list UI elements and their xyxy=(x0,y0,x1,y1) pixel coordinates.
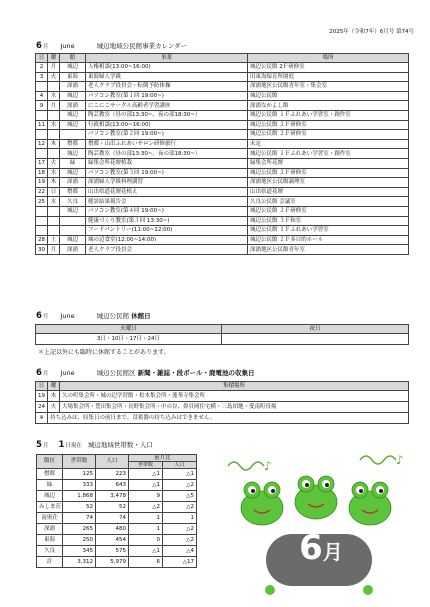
table-row xyxy=(36,63,409,73)
calendar-cell: 城辺公民館 ２Ｆ研修室 xyxy=(248,120,409,130)
calendar-cell: 火 xyxy=(48,158,60,168)
calendar-cell: 僧都 xyxy=(60,139,86,149)
calendar-cell: 老人クラブ役員会・転倒予防体操 xyxy=(86,82,248,92)
calendar-cell: 城辺公民館 ２Ｆ研修室 xyxy=(248,206,409,216)
calendar-cell: 城辺 xyxy=(60,235,86,245)
population-cell: 74 xyxy=(96,513,129,524)
closed-col-holiday: 祝日 xyxy=(222,325,409,334)
collect-month-unit: 月 xyxy=(42,371,49,377)
calendar-cell: 火 xyxy=(48,72,60,82)
population-cell: 52 xyxy=(96,502,129,513)
table-row xyxy=(36,110,409,120)
pop-col-area: 館区 xyxy=(37,455,63,469)
collect-footnote-mark: ※ xyxy=(36,413,48,424)
calendar-cell: 土 xyxy=(48,235,60,245)
closed-dates: 3日・10日・17日・24日 xyxy=(36,334,222,345)
population-cell: △1 xyxy=(129,546,163,557)
collect-cell: 24 xyxy=(36,402,48,413)
calendar-cell: 深浦 xyxy=(60,82,86,92)
pop-subcol-households: 世帯数 xyxy=(129,462,163,469)
population-cell: 城辺 xyxy=(37,491,63,502)
svg-text:♪: ♪ xyxy=(264,459,272,473)
collection-table xyxy=(35,381,409,424)
collect-cell: 大場集会所・豊田集会所・長野集会所・中の谷、鼻貝岡住宅横・三島団地・愛南町役場 xyxy=(60,402,409,413)
table-row xyxy=(37,469,197,480)
calendar-cell: 木 xyxy=(48,139,60,149)
population-cell: 575 xyxy=(96,546,129,557)
table-row xyxy=(37,557,197,568)
table-row xyxy=(36,130,409,140)
table-row xyxy=(36,149,409,159)
calendar-cell: 深浦地区公民館調理室 xyxy=(248,178,409,188)
pop-subcol-population: 人口 xyxy=(163,462,197,469)
pop-col-population: 人口 xyxy=(96,455,129,469)
collect-cell: 久の町集会所・城の辺学習館・松木集会所・蓮華寺集会所 xyxy=(60,391,409,402)
calendar-cell xyxy=(60,226,86,236)
calendar-cell: 木 xyxy=(48,178,60,188)
calendar-cell xyxy=(48,216,60,226)
pop-day: 1 xyxy=(58,440,65,450)
pop-col-change: 前月比 xyxy=(129,455,197,462)
population-cell: 3,312 xyxy=(63,557,96,568)
collect-title xyxy=(97,368,255,377)
table-row xyxy=(36,120,409,130)
calendar-cell: 城辺公民館 ２Ｆ研修室 xyxy=(248,168,409,178)
population-cell: 6 xyxy=(129,557,163,568)
calendar-cell: 城辺公民館 2Ｆ研修室 xyxy=(248,63,409,73)
calendar-cell: 城辺公民館 ３Ｆ和室 xyxy=(248,216,409,226)
population-cell: 265 xyxy=(63,524,96,535)
table-row xyxy=(36,168,409,178)
calendar-cell: 月 xyxy=(48,101,60,111)
calendar-cell: 4 xyxy=(36,91,48,101)
population-cell: △1 xyxy=(129,480,163,491)
calendar-cell xyxy=(48,149,60,159)
collect-footnote: 持ち込みは、収集日の前日まで。没蓄器の持ち込みはできません。 xyxy=(48,413,409,424)
table-row xyxy=(37,546,197,557)
table-row xyxy=(36,206,409,216)
calendar-month-unit: 月 xyxy=(42,44,49,50)
month-badge-text xyxy=(281,528,361,568)
calendar-cell xyxy=(36,206,48,216)
table-row xyxy=(37,502,197,513)
collect-cell: 19 xyxy=(36,391,48,402)
calendar-cell: 陶芸教室（昼の部13:30~、夜の部18:30~） xyxy=(86,149,248,159)
calendar-cell: 18 xyxy=(36,168,48,178)
calendar-cell: 2 xyxy=(36,63,48,73)
calendar-cell: 未定 xyxy=(248,139,409,149)
table-row xyxy=(37,480,197,491)
badge-number: 6 xyxy=(299,528,323,568)
population-cell: 250 xyxy=(63,535,96,546)
calendar-cell: 城辺公民館 １Ｆふれあい学習室・創作室 xyxy=(248,110,409,120)
calendar-cell: 17 xyxy=(36,158,48,168)
population-cell: △4 xyxy=(163,546,197,557)
calendar-cell: 深浦 xyxy=(60,178,86,188)
calendar-cell: 緑 xyxy=(60,158,86,168)
closed-title-main: 休館日 xyxy=(131,312,151,320)
calendar-cell: 城辺公民館 xyxy=(248,91,409,101)
closed-month-unit: 月 xyxy=(42,314,49,320)
calendar-cell: 9 xyxy=(36,101,48,111)
calendar-cell: 僧都 xyxy=(60,187,86,197)
calendar-cell xyxy=(36,110,48,120)
calendar-cell: 深浦 xyxy=(60,101,86,111)
calendar-cell xyxy=(60,216,86,226)
calendar-cell: 深浦 xyxy=(60,245,86,255)
table-row xyxy=(36,402,409,413)
population-cell: △2 xyxy=(163,524,197,535)
calendar-cell xyxy=(36,216,48,226)
table-row xyxy=(36,72,409,82)
calendar-cell xyxy=(36,226,48,236)
calendar-col-header: 日 xyxy=(36,54,48,63)
calendar-cell: 城の辺食堂(12:00~14:00) xyxy=(86,235,248,245)
table-row xyxy=(36,226,409,236)
population-cell: 緑 xyxy=(37,480,63,491)
table-row xyxy=(36,158,409,168)
closed-col-tuesday: 火曜日 xyxy=(36,325,222,334)
calendar-cell: 城辺 xyxy=(60,168,86,178)
calendar-cell: 19 xyxy=(36,178,48,188)
calendar-cell: 山出県道花壇 xyxy=(248,187,409,197)
collect-month: 6 xyxy=(36,368,42,378)
calendar-cell: 城辺公民館 ２Ｆ多目的ホール xyxy=(248,235,409,245)
calendar-month-en: June xyxy=(60,42,75,50)
population-cell: 333 xyxy=(63,480,96,491)
table-row xyxy=(36,187,409,197)
population-cell: △2 xyxy=(163,480,197,491)
calendar-cell: 30 xyxy=(36,245,48,255)
calendar-cell: 城辺 xyxy=(60,63,86,73)
table-row xyxy=(36,178,409,188)
calendar-cell: パソコン教室(第４回 19:00~) xyxy=(86,206,248,216)
population-cell: 454 xyxy=(96,535,129,546)
calendar-cell: 久良 xyxy=(60,197,86,207)
population-cell: △2 xyxy=(163,502,197,513)
table-row xyxy=(36,91,409,101)
calendar-cell xyxy=(48,130,60,140)
calendar-col-header: 場所 xyxy=(248,54,409,63)
pop-day-unit: 日現在 xyxy=(65,443,82,449)
population-cell: 1,868 xyxy=(63,491,96,502)
collect-cell: 木 xyxy=(48,391,60,402)
closed-month: 6 xyxy=(36,311,42,321)
calendar-cell xyxy=(48,82,60,92)
calendar-cell: 水 xyxy=(48,91,60,101)
calendar-cell: 陶芸教室（昼の部13:30~、夜の部18:30~） xyxy=(86,110,248,120)
table-row xyxy=(36,391,409,402)
calendar-cell: 深浦地区公民館青年室 xyxy=(248,245,409,255)
population-table xyxy=(36,454,197,568)
population-cell: △1 xyxy=(129,469,163,480)
calendar-cell: 12 xyxy=(36,139,48,149)
population-cell: 52 xyxy=(63,502,96,513)
population-cell: 480 xyxy=(96,524,129,535)
population-cell: 1 xyxy=(163,513,197,524)
population-cell: 計 xyxy=(37,557,63,568)
calendar-cell: 深浦なかよし館 xyxy=(248,101,409,111)
table-row xyxy=(36,235,409,245)
calendar-cell: 久良公民館 会議室 xyxy=(248,197,409,207)
calendar-cell: 城辺公民館 １Ｆふれあい学習室 xyxy=(248,226,409,236)
calendar-cell xyxy=(36,149,48,159)
calendar-cell: 月 xyxy=(48,63,60,73)
population-cell: △17 xyxy=(163,557,197,568)
population-cell: 1 xyxy=(129,524,163,535)
population-cell: 深浦 xyxy=(37,524,63,535)
collect-col-weekday: 曜 xyxy=(48,382,60,391)
population-cell: 3,478 xyxy=(96,491,129,502)
calendar-cell xyxy=(48,110,60,120)
collect-cell: 火 xyxy=(48,402,60,413)
calendar-cell: 健康づくり教室(第３回 13:30~) xyxy=(86,216,248,226)
collect-heading xyxy=(36,368,255,378)
population-cell: 僧都 xyxy=(37,469,63,480)
calendar-cell: 水 xyxy=(48,197,60,207)
calendar-cell xyxy=(60,130,86,140)
population-cell: △2 xyxy=(129,502,163,513)
calendar-cell: 城辺 xyxy=(60,149,86,159)
calendar-cell: 緑集会所花壇植栽 xyxy=(86,158,248,168)
calendar-cell: パソコン教室(第２回 19:00~) xyxy=(86,130,248,140)
population-cell: △1 xyxy=(163,469,197,480)
calendar-month: 6 xyxy=(36,41,42,51)
collect-col-place: 集積場所 xyxy=(60,382,409,391)
population-cell: 0 xyxy=(129,535,163,546)
collect-col-day: 日 xyxy=(36,382,48,391)
calendar-cell: 行政相談(13:00~16:00) xyxy=(86,120,248,130)
calendar-cell: 3 xyxy=(36,72,48,82)
population-cell: △2 xyxy=(163,535,197,546)
population-cell: △5 xyxy=(163,491,197,502)
calendar-cell: 28 xyxy=(36,235,48,245)
calendar-cell: 東海婦人学級 xyxy=(86,72,248,82)
table-row xyxy=(36,245,409,255)
calendar-cell: 老人クラブ役員会 xyxy=(86,245,248,255)
population-cell: 久良 xyxy=(37,546,63,557)
issue-label: 2025年（令和7年）6月号 第74号 xyxy=(329,29,414,35)
closed-note: ＊上記以外にも臨時に休館することがあります。 xyxy=(38,349,170,356)
calendar-cell: 健診結果報告会 xyxy=(86,197,248,207)
collect-title-main: 新聞・雑誌・段ボール・廃電池の収集日 xyxy=(137,369,255,377)
table-row xyxy=(37,513,197,524)
calendar-cell: フードパントリー(11:00~12:00) xyxy=(86,226,248,236)
svg-text:♪: ♪ xyxy=(396,453,404,467)
population-cell: 5,979 xyxy=(96,557,129,568)
table-row xyxy=(36,139,409,149)
badge-unit: 月 xyxy=(322,540,343,564)
calendar-cell: 水 xyxy=(48,120,60,130)
table-row xyxy=(36,216,409,226)
calendar-cell: 深浦婦人学級料理講習 xyxy=(86,178,248,188)
calendar-cell: にこにこサークル高齢者学習講座 xyxy=(86,101,248,111)
pop-month: 5 xyxy=(36,440,42,450)
calendar-cell: 城辺 xyxy=(60,120,86,130)
population-cell: 74 xyxy=(63,513,96,524)
calendar-col-header: 事業 xyxy=(86,54,248,63)
calendar-cell: 水 xyxy=(48,168,60,178)
table-row xyxy=(37,535,197,546)
calendar-title: 城辺地域公民館事業カレンダー xyxy=(96,42,188,50)
calendar-cell: 深浦地区公民館青年室・集会室 xyxy=(248,82,409,92)
closed-title xyxy=(97,311,151,320)
collect-title-pre: 城辺公民館区 xyxy=(96,369,136,377)
calendar-cell: 日 xyxy=(48,187,60,197)
calendar-cell: 山出県道花壇花植え xyxy=(86,187,248,197)
table-row xyxy=(37,491,197,502)
closed-holiday-value xyxy=(222,334,409,345)
calendar-cell: 城辺 xyxy=(60,91,86,101)
event-calendar-table xyxy=(35,53,409,255)
population-cell: みしま荘 xyxy=(37,502,63,513)
population-cell: 643 xyxy=(96,480,129,491)
calendar-heading xyxy=(36,41,187,51)
closed-heading xyxy=(36,311,151,321)
table-row xyxy=(36,82,409,92)
calendar-cell: 城辺公民館 ２Ｆ研修室 xyxy=(248,130,409,140)
pop-title: 城辺地域世帯数・人口 xyxy=(87,441,153,449)
calendar-col-header: 館 xyxy=(60,54,86,63)
calendar-cell: 人権相談(13:00~16:00) xyxy=(86,63,248,73)
population-cell: 9 xyxy=(129,491,163,502)
calendar-cell: 22 xyxy=(36,187,48,197)
calendar-cell: パソコン教室(第１回 19:00~) xyxy=(86,91,248,101)
calendar-cell: 僧都・山出ふれあいサロン研修旅行 xyxy=(86,139,248,149)
population-heading xyxy=(36,440,153,450)
calendar-cell xyxy=(36,82,48,92)
calendar-col-header: 曜 xyxy=(48,54,60,63)
calendar-cell xyxy=(36,130,48,140)
population-cell: 南奥荘 xyxy=(37,513,63,524)
closed-month-en: June xyxy=(60,312,75,320)
pop-month-unit: 月 xyxy=(42,443,49,449)
calendar-cell: 11 xyxy=(36,120,48,130)
calendar-cell: 東海 xyxy=(60,72,86,82)
population-cell: 東海 xyxy=(37,535,63,546)
closed-days-table xyxy=(35,324,409,345)
population-cell: 1 xyxy=(129,513,163,524)
population-cell: 125 xyxy=(63,469,96,480)
calendar-cell: 25 xyxy=(36,197,48,207)
calendar-cell: 月 xyxy=(48,245,60,255)
closed-title-pre: 城辺公民館 xyxy=(96,312,130,320)
calendar-cell: パソコン教室(第３回 19:00~) xyxy=(86,168,248,178)
calendar-cell: 城辺 xyxy=(60,110,86,120)
calendar-cell xyxy=(48,226,60,236)
calendar-cell: 城辺公民館 １Ｆふれあい学習室・創作室 xyxy=(248,149,409,159)
frog-illustration xyxy=(220,448,410,598)
population-cell: 223 xyxy=(96,469,129,480)
calendar-cell xyxy=(48,206,60,216)
calendar-cell: 旧東海保育所園庭 xyxy=(248,72,409,82)
table-row xyxy=(36,101,409,111)
pop-col-households: 世帯数 xyxy=(63,455,96,469)
calendar-cell: 緑集会所花壇 xyxy=(248,158,409,168)
collect-month-en: June xyxy=(60,369,75,377)
population-cell: 345 xyxy=(63,546,96,557)
table-row xyxy=(37,524,197,535)
table-row xyxy=(36,197,409,207)
calendar-cell: 城辺 xyxy=(60,206,86,216)
